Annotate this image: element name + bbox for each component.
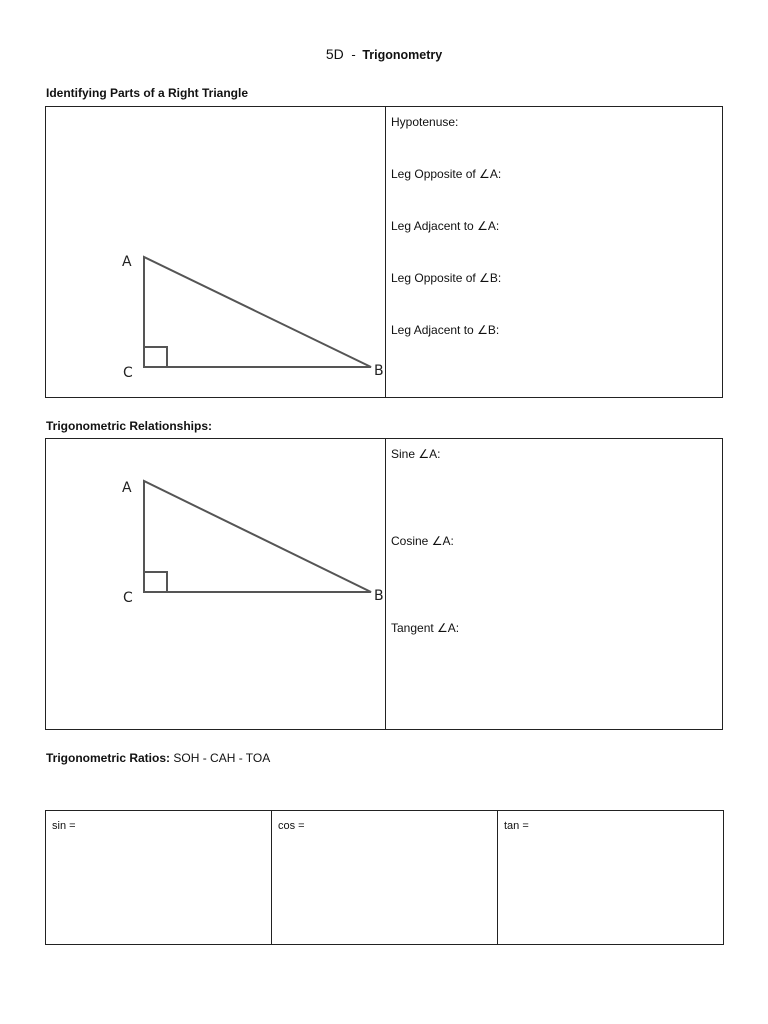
parts-box: [45, 106, 723, 398]
field-cosine-a: Cosine ∠A:: [391, 534, 454, 548]
field-hypotenuse: Hypotenuse:: [391, 115, 459, 129]
field-tangent-a: Tangent ∠A:: [391, 621, 460, 635]
right-triangle-figure-2: [46, 439, 385, 729]
triangle-shape: [144, 481, 371, 592]
right-triangle-figure-1: [46, 107, 385, 397]
ratio-label-sin: sin =: [52, 820, 76, 832]
right-angle-marker: [144, 347, 167, 367]
vertex-label-b: B: [374, 363, 384, 379]
ratio-table: [45, 810, 724, 945]
box-divider: [385, 107, 386, 397]
ratio-cell-cos: [272, 811, 498, 944]
vertex-label-c: C: [123, 590, 133, 606]
section-heading-ratios: [46, 751, 270, 765]
section-heading-parts: Identifying Parts of a Right Triangle: [46, 86, 249, 100]
ratios-mnemonic: SOH - CAH - TOA: [173, 751, 271, 765]
triangle-shape: [144, 257, 371, 367]
field-leg-opposite-b: Leg Opposite of ∠B:: [391, 271, 502, 285]
field-leg-opposite-a: Leg Opposite of ∠A:: [391, 167, 502, 181]
ratio-cell-tan: [498, 811, 723, 944]
section-heading-relationships: Trigonometric Relationships:: [46, 419, 213, 433]
ratio-cell-sin: [46, 811, 272, 944]
lesson-name: Trigonometry: [362, 48, 443, 62]
vertex-label-a: A: [122, 254, 132, 270]
field-sine-a: Sine ∠A:: [391, 447, 441, 461]
right-angle-marker: [144, 572, 167, 592]
vertex-label-a: A: [122, 480, 132, 496]
title-separator: -: [351, 47, 356, 62]
ratio-label-tan: tan =: [504, 820, 529, 832]
field-leg-adjacent-a: Leg Adjacent to ∠A:: [391, 219, 500, 233]
ratios-heading-bold: Trigonometric Ratios:: [46, 751, 171, 765]
field-leg-adjacent-b: Leg Adjacent to ∠B:: [391, 323, 500, 337]
vertex-label-b: B: [374, 588, 384, 604]
ratio-label-cos: cos =: [278, 820, 305, 832]
relationships-box: [45, 438, 723, 730]
lesson-code: 5D: [325, 46, 344, 62]
vertex-label-c: C: [123, 365, 133, 381]
box-divider: [385, 439, 386, 729]
page-title: [0, 46, 768, 62]
